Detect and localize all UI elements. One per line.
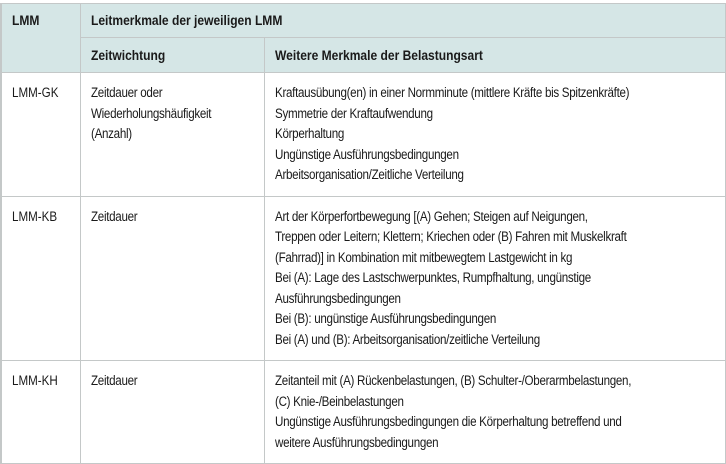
lmm-table — [0, 3, 726, 464]
cell-zeitwichtung: Zeitdauer — [80, 196, 264, 361]
cell-zeitwichtung: Zeitdauer oder Wiederholungshäufigkeit (Anzahl) — [80, 73, 264, 197]
table-row-lmm-gk — [1, 73, 726, 197]
header-row-2 — [1, 38, 726, 73]
cell-lmm: LMM-KB — [1, 196, 80, 361]
header-lmm: LMM — [1, 4, 80, 73]
cell-lmm: LMM-GK — [1, 73, 80, 197]
cell-merkmale: Kraftausübung(en) in einer Normminute (mittlere Kräfte bis Spitzenkräfte) Symmetrie der Kraftaufwendung Körperhaltung Ungünstige Ausführungsbedingungen Arbeitsorganisation/Zeitliche Verteilung — [264, 73, 726, 197]
cell-merkmale: Zeitanteil mit (A) Rückenbelastungen, (B) Schulter-/Oberarmbelastungen, (C) Knie-/Beinbelastungen Ungünstige Ausführungsbedingungen die Körperhaltung betreffend und weitere Ausführungsbedingungen — [264, 361, 726, 464]
cell-lmm: LMM-KH — [1, 361, 80, 464]
header-weitere-merkmale: Weitere Merkmale der Belastungsart — [264, 38, 726, 73]
cell-merkmale: Art der Körperfortbewegung [(A) Gehen; Steigen auf Neigungen, Treppen oder Leitern; Klettern; Kriechen oder (B) Fahren mit Muskelkraft (Fahrrad)] in Kombination mit mitbewegtem Lastgewicht in kg Bei (A): Lage des Lastschwerpunktes, Rumpfhaltung, ungünstige Ausführungsbedingungen Bei (B): ungünstige Ausführungsbedingungen Bei (A) und (B): Arbeitsorganisation/zeitliche Verteilung — [264, 196, 726, 361]
table-row-lmm-kh — [1, 361, 726, 464]
cell-zeitwichtung: Zeitdauer — [80, 361, 264, 464]
header-leitmerkmale: Leitmerkmale der jeweiligen LMM — [80, 4, 726, 38]
table-row-lmm-kb — [1, 196, 726, 361]
header-row-1 — [1, 4, 726, 38]
header-zeitwichtung: Zeitwichtung — [80, 38, 264, 73]
